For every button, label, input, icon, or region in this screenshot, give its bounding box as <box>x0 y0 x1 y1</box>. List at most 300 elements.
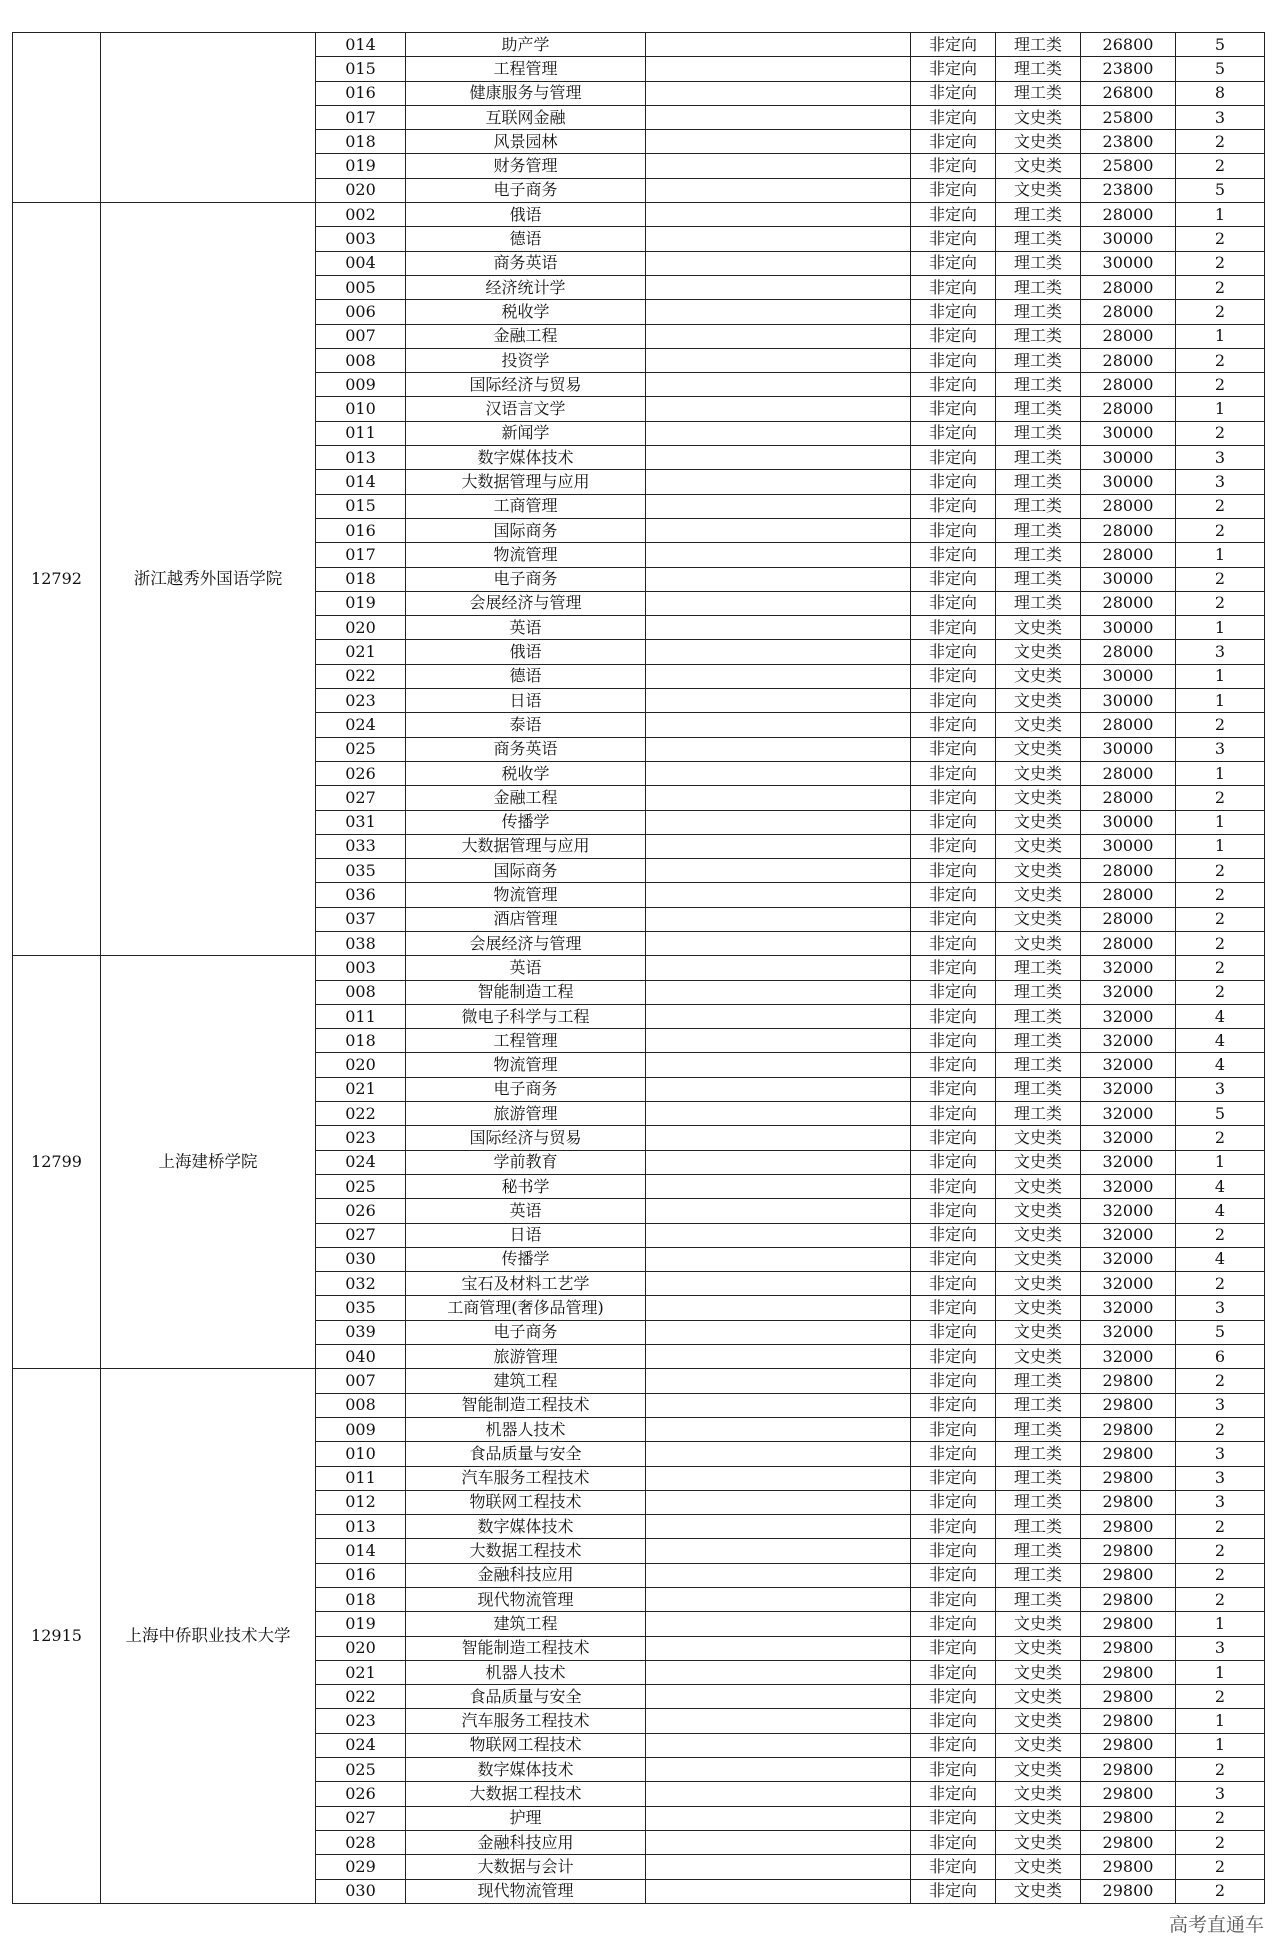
remarks-cell <box>646 543 911 567</box>
plan-type: 非定向 <box>911 1466 996 1490</box>
school-code <box>13 33 101 203</box>
tuition: 28000 <box>1081 859 1176 883</box>
remarks-cell <box>646 689 911 713</box>
remarks-cell <box>646 373 911 397</box>
major-code: 010 <box>316 1442 406 1466</box>
subject-category: 理工类 <box>996 227 1081 251</box>
plan-type: 非定向 <box>911 931 996 955</box>
remarks-cell <box>646 1442 911 1466</box>
major-code: 007 <box>316 1369 406 1393</box>
quota: 3 <box>1176 640 1265 664</box>
major-name: 传播学 <box>406 810 646 834</box>
quota: 4 <box>1176 1247 1265 1271</box>
tuition: 29800 <box>1081 1588 1176 1612</box>
subject-category: 文史类 <box>996 1830 1081 1854</box>
remarks-cell <box>646 251 911 275</box>
quota: 1 <box>1176 1709 1265 1733</box>
subject-category: 理工类 <box>996 1539 1081 1563</box>
major-name: 健康服务与管理 <box>406 81 646 105</box>
plan-type: 非定向 <box>911 689 996 713</box>
remarks-cell <box>646 1588 911 1612</box>
plan-type: 非定向 <box>911 1004 996 1028</box>
major-code: 026 <box>316 761 406 785</box>
plan-type: 非定向 <box>911 761 996 785</box>
major-code: 016 <box>316 518 406 542</box>
major-code: 026 <box>316 1782 406 1806</box>
table-row <box>13 956 1265 980</box>
remarks-cell <box>646 931 911 955</box>
subject-category: 文史类 <box>996 883 1081 907</box>
quota: 2 <box>1176 275 1265 299</box>
major-name: 税收学 <box>406 761 646 785</box>
major-name: 数字媒体技术 <box>406 1758 646 1782</box>
remarks-cell <box>646 591 911 615</box>
subject-category: 理工类 <box>996 1588 1081 1612</box>
tuition: 29800 <box>1081 1782 1176 1806</box>
major-name: 投资学 <box>406 348 646 372</box>
plan-type: 非定向 <box>911 567 996 591</box>
tuition: 28000 <box>1081 591 1176 615</box>
plan-type: 非定向 <box>911 591 996 615</box>
subject-category: 文史类 <box>996 105 1081 129</box>
major-name: 电子商务 <box>406 1077 646 1101</box>
major-code: 015 <box>316 494 406 518</box>
major-name: 电子商务 <box>406 178 646 202</box>
plan-type: 非定向 <box>911 1369 996 1393</box>
major-code: 014 <box>316 33 406 57</box>
plan-type: 非定向 <box>911 397 996 421</box>
major-code: 025 <box>316 1174 406 1198</box>
plan-type: 非定向 <box>911 275 996 299</box>
major-name: 工程管理 <box>406 1029 646 1053</box>
major-name: 会展经济与管理 <box>406 591 646 615</box>
plan-type: 非定向 <box>911 1806 996 1830</box>
quota: 3 <box>1176 1466 1265 1490</box>
quota: 3 <box>1176 1490 1265 1514</box>
quota: 4 <box>1176 1199 1265 1223</box>
remarks-cell <box>646 1029 911 1053</box>
subject-category: 理工类 <box>996 203 1081 227</box>
subject-category: 理工类 <box>996 1466 1081 1490</box>
subject-category: 理工类 <box>996 1393 1081 1417</box>
plan-type: 非定向 <box>911 786 996 810</box>
major-name: 宝石及材料工艺学 <box>406 1272 646 1296</box>
tuition: 29800 <box>1081 1466 1176 1490</box>
subject-category: 理工类 <box>996 275 1081 299</box>
major-code: 019 <box>316 591 406 615</box>
quota: 3 <box>1176 1393 1265 1417</box>
tuition: 32000 <box>1081 1004 1176 1028</box>
major-code: 003 <box>316 956 406 980</box>
tuition: 32000 <box>1081 1272 1176 1296</box>
tuition: 32000 <box>1081 980 1176 1004</box>
quota: 5 <box>1176 57 1265 81</box>
subject-category: 文史类 <box>996 761 1081 785</box>
quota: 2 <box>1176 300 1265 324</box>
subject-category: 理工类 <box>996 591 1081 615</box>
quota: 2 <box>1176 1879 1265 1903</box>
major-name: 传播学 <box>406 1247 646 1271</box>
major-name: 德语 <box>406 227 646 251</box>
major-name: 日语 <box>406 1223 646 1247</box>
remarks-cell <box>646 883 911 907</box>
plan-type: 非定向 <box>911 251 996 275</box>
school-code: 12792 <box>13 203 101 956</box>
major-code: 033 <box>316 834 406 858</box>
subject-category: 文史类 <box>996 664 1081 688</box>
plan-type: 非定向 <box>911 421 996 445</box>
subject-category: 文史类 <box>996 1174 1081 1198</box>
major-name: 旅游管理 <box>406 1102 646 1126</box>
subject-category: 理工类 <box>996 373 1081 397</box>
major-code: 014 <box>316 1539 406 1563</box>
remarks-cell <box>646 130 911 154</box>
remarks-cell <box>646 1612 911 1636</box>
tuition: 32000 <box>1081 1077 1176 1101</box>
plan-type: 非定向 <box>911 1247 996 1271</box>
major-code: 008 <box>316 348 406 372</box>
plan-type: 非定向 <box>911 1588 996 1612</box>
table-row <box>13 33 1265 57</box>
school-code: 12915 <box>13 1369 101 1904</box>
quota: 2 <box>1176 348 1265 372</box>
major-code: 031 <box>316 810 406 834</box>
tuition: 28000 <box>1081 931 1176 955</box>
subject-category: 文史类 <box>996 1782 1081 1806</box>
major-name: 物联网工程技术 <box>406 1733 646 1757</box>
subject-category: 文史类 <box>996 130 1081 154</box>
quota: 3 <box>1176 470 1265 494</box>
remarks-cell <box>646 518 911 542</box>
major-name: 国际经济与贸易 <box>406 1126 646 1150</box>
remarks-cell <box>646 348 911 372</box>
major-code: 027 <box>316 1223 406 1247</box>
major-code: 008 <box>316 980 406 1004</box>
quota: 1 <box>1176 834 1265 858</box>
major-code: 024 <box>316 1733 406 1757</box>
subject-category: 文史类 <box>996 1758 1081 1782</box>
major-code: 012 <box>316 1490 406 1514</box>
major-name: 物流管理 <box>406 883 646 907</box>
subject-category: 文史类 <box>996 1199 1081 1223</box>
tuition: 29800 <box>1081 1709 1176 1733</box>
school-name: 上海中侨职业技术大学 <box>101 1369 316 1904</box>
remarks-cell <box>646 1660 911 1684</box>
plan-type: 非定向 <box>911 1296 996 1320</box>
quota: 1 <box>1176 810 1265 834</box>
major-code: 020 <box>316 1636 406 1660</box>
major-code: 029 <box>316 1855 406 1879</box>
remarks-cell <box>646 1806 911 1830</box>
tuition: 30000 <box>1081 227 1176 251</box>
tuition: 30000 <box>1081 567 1176 591</box>
quota: 1 <box>1176 1150 1265 1174</box>
tuition: 28000 <box>1081 494 1176 518</box>
quota: 1 <box>1176 761 1265 785</box>
plan-type: 非定向 <box>911 130 996 154</box>
subject-category: 理工类 <box>996 956 1081 980</box>
plan-type: 非定向 <box>911 1490 996 1514</box>
tuition: 26800 <box>1081 33 1176 57</box>
remarks-cell <box>646 810 911 834</box>
plan-type: 非定向 <box>911 105 996 129</box>
remarks-cell <box>646 1830 911 1854</box>
subject-category: 理工类 <box>996 1004 1081 1028</box>
subject-category: 文史类 <box>996 1223 1081 1247</box>
remarks-cell <box>646 1685 911 1709</box>
major-name: 学前教育 <box>406 1150 646 1174</box>
tuition: 29800 <box>1081 1612 1176 1636</box>
remarks-cell <box>646 227 911 251</box>
plan-type: 非定向 <box>911 1029 996 1053</box>
major-code: 037 <box>316 907 406 931</box>
major-code: 035 <box>316 1296 406 1320</box>
quota: 2 <box>1176 931 1265 955</box>
tuition: 28000 <box>1081 786 1176 810</box>
tuition: 32000 <box>1081 1247 1176 1271</box>
remarks-cell <box>646 1102 911 1126</box>
plan-type: 非定向 <box>911 1636 996 1660</box>
remarks-cell <box>646 1733 911 1757</box>
remarks-cell <box>646 178 911 202</box>
quota: 2 <box>1176 713 1265 737</box>
major-code: 011 <box>316 421 406 445</box>
tuition: 32000 <box>1081 1223 1176 1247</box>
quota: 2 <box>1176 1806 1265 1830</box>
major-code: 021 <box>316 1660 406 1684</box>
quota: 3 <box>1176 737 1265 761</box>
remarks-cell <box>646 713 911 737</box>
plan-type: 非定向 <box>911 1830 996 1854</box>
major-code: 014 <box>316 470 406 494</box>
school-name: 浙江越秀外国语学院 <box>101 203 316 956</box>
school-name <box>101 33 316 203</box>
major-code: 018 <box>316 567 406 591</box>
major-code: 022 <box>316 1102 406 1126</box>
quota: 4 <box>1176 1004 1265 1028</box>
major-code: 040 <box>316 1345 406 1369</box>
plan-type: 非定向 <box>911 1612 996 1636</box>
subject-category: 理工类 <box>996 543 1081 567</box>
tuition: 28000 <box>1081 543 1176 567</box>
major-name: 助产学 <box>406 33 646 57</box>
major-name: 英语 <box>406 956 646 980</box>
subject-category: 文史类 <box>996 1296 1081 1320</box>
quota: 2 <box>1176 1588 1265 1612</box>
subject-category: 文史类 <box>996 1685 1081 1709</box>
major-code: 024 <box>316 1150 406 1174</box>
tuition: 29800 <box>1081 1660 1176 1684</box>
remarks-cell <box>646 300 911 324</box>
major-name: 大数据管理与应用 <box>406 470 646 494</box>
subject-category: 理工类 <box>996 446 1081 470</box>
quota: 2 <box>1176 494 1265 518</box>
quota: 2 <box>1176 1830 1265 1854</box>
remarks-cell <box>646 470 911 494</box>
major-code: 018 <box>316 1029 406 1053</box>
plan-type: 非定向 <box>911 33 996 57</box>
quota: 8 <box>1176 81 1265 105</box>
major-code: 025 <box>316 737 406 761</box>
remarks-cell <box>646 1004 911 1028</box>
tuition: 32000 <box>1081 1126 1176 1150</box>
tuition: 30000 <box>1081 251 1176 275</box>
major-code: 039 <box>316 1320 406 1344</box>
plan-type: 非定向 <box>911 1345 996 1369</box>
quota: 2 <box>1176 907 1265 931</box>
quota: 2 <box>1176 980 1265 1004</box>
remarks-cell <box>646 640 911 664</box>
remarks-cell <box>646 275 911 299</box>
tuition: 30000 <box>1081 446 1176 470</box>
quota: 3 <box>1176 1782 1265 1806</box>
quota: 1 <box>1176 689 1265 713</box>
major-name: 旅游管理 <box>406 1345 646 1369</box>
remarks-cell <box>646 446 911 470</box>
major-code: 038 <box>316 931 406 955</box>
tuition: 32000 <box>1081 1296 1176 1320</box>
plan-type: 非定向 <box>911 956 996 980</box>
major-code: 036 <box>316 883 406 907</box>
plan-type: 非定向 <box>911 300 996 324</box>
major-name: 英语 <box>406 1199 646 1223</box>
plan-type: 非定向 <box>911 1855 996 1879</box>
quota: 3 <box>1176 1077 1265 1101</box>
major-name: 智能制造工程 <box>406 980 646 1004</box>
major-name: 商务英语 <box>406 737 646 761</box>
subject-category: 理工类 <box>996 1029 1081 1053</box>
quota: 2 <box>1176 518 1265 542</box>
major-name: 国际商务 <box>406 518 646 542</box>
tuition: 29800 <box>1081 1563 1176 1587</box>
major-name: 汽车服务工程技术 <box>406 1466 646 1490</box>
major-name: 物联网工程技术 <box>406 1490 646 1514</box>
plan-type: 非定向 <box>911 1758 996 1782</box>
major-code: 005 <box>316 275 406 299</box>
tuition: 32000 <box>1081 1102 1176 1126</box>
major-name: 财务管理 <box>406 154 646 178</box>
quota: 2 <box>1176 227 1265 251</box>
major-name: 物流管理 <box>406 1053 646 1077</box>
remarks-cell <box>646 761 911 785</box>
subject-category: 文史类 <box>996 178 1081 202</box>
subject-category: 文史类 <box>996 810 1081 834</box>
subject-category: 理工类 <box>996 1369 1081 1393</box>
quota: 4 <box>1176 1053 1265 1077</box>
tuition: 29800 <box>1081 1758 1176 1782</box>
tuition: 32000 <box>1081 1199 1176 1223</box>
tuition: 26800 <box>1081 81 1176 105</box>
major-name: 日语 <box>406 689 646 713</box>
subject-category: 文史类 <box>996 834 1081 858</box>
subject-category: 理工类 <box>996 1077 1081 1101</box>
major-name: 泰语 <box>406 713 646 737</box>
tuition: 32000 <box>1081 1053 1176 1077</box>
quota: 2 <box>1176 373 1265 397</box>
remarks-cell <box>646 421 911 445</box>
remarks-cell <box>646 1053 911 1077</box>
subject-category: 理工类 <box>996 324 1081 348</box>
remarks-cell <box>646 1077 911 1101</box>
major-code: 024 <box>316 713 406 737</box>
major-name: 大数据工程技术 <box>406 1539 646 1563</box>
tuition: 29800 <box>1081 1733 1176 1757</box>
major-code: 009 <box>316 373 406 397</box>
subject-category: 理工类 <box>996 1442 1081 1466</box>
plan-type: 非定向 <box>911 1053 996 1077</box>
major-name: 数字媒体技术 <box>406 1515 646 1539</box>
major-name: 电子商务 <box>406 567 646 591</box>
major-code: 008 <box>316 1393 406 1417</box>
tuition: 30000 <box>1081 737 1176 761</box>
quota: 3 <box>1176 446 1265 470</box>
remarks-cell <box>646 1636 911 1660</box>
remarks-cell <box>646 786 911 810</box>
quota: 5 <box>1176 178 1265 202</box>
tuition: 32000 <box>1081 1345 1176 1369</box>
subject-category: 理工类 <box>996 397 1081 421</box>
remarks-cell <box>646 203 911 227</box>
tuition: 29800 <box>1081 1369 1176 1393</box>
remarks-cell <box>646 397 911 421</box>
tuition: 29800 <box>1081 1417 1176 1441</box>
major-name: 大数据工程技术 <box>406 1782 646 1806</box>
major-name: 食品质量与安全 <box>406 1442 646 1466</box>
plan-type: 非定向 <box>911 616 996 640</box>
remarks-cell <box>646 980 911 1004</box>
subject-category: 文史类 <box>996 737 1081 761</box>
tuition: 29800 <box>1081 1636 1176 1660</box>
plan-type: 非定向 <box>911 57 996 81</box>
quota: 2 <box>1176 859 1265 883</box>
tuition: 29800 <box>1081 1442 1176 1466</box>
major-code: 017 <box>316 105 406 129</box>
subject-category: 理工类 <box>996 421 1081 445</box>
plan-type: 非定向 <box>911 713 996 737</box>
remarks-cell <box>646 616 911 640</box>
subject-category: 理工类 <box>996 567 1081 591</box>
major-code: 020 <box>316 1053 406 1077</box>
tuition: 30000 <box>1081 810 1176 834</box>
tuition: 25800 <box>1081 105 1176 129</box>
remarks-cell <box>646 1296 911 1320</box>
major-name: 物流管理 <box>406 543 646 567</box>
remarks-cell <box>646 1539 911 1563</box>
quota: 1 <box>1176 324 1265 348</box>
major-name: 会展经济与管理 <box>406 931 646 955</box>
remarks-cell <box>646 33 911 57</box>
quota: 2 <box>1176 1758 1265 1782</box>
major-name: 智能制造工程技术 <box>406 1393 646 1417</box>
plan-type: 非定向 <box>911 1272 996 1296</box>
quota: 5 <box>1176 1102 1265 1126</box>
quota: 5 <box>1176 1320 1265 1344</box>
plan-type: 非定向 <box>911 446 996 470</box>
subject-category: 文史类 <box>996 1660 1081 1684</box>
plan-type: 非定向 <box>911 1442 996 1466</box>
subject-category: 理工类 <box>996 1490 1081 1514</box>
remarks-cell <box>646 1758 911 1782</box>
remarks-cell <box>646 57 911 81</box>
major-name: 微电子科学与工程 <box>406 1004 646 1028</box>
quota: 2 <box>1176 1855 1265 1879</box>
quota: 2 <box>1176 1539 1265 1563</box>
plan-type: 非定向 <box>911 324 996 348</box>
plan-type: 非定向 <box>911 543 996 567</box>
plan-type: 非定向 <box>911 859 996 883</box>
subject-category: 文史类 <box>996 1733 1081 1757</box>
quota: 1 <box>1176 1660 1265 1684</box>
